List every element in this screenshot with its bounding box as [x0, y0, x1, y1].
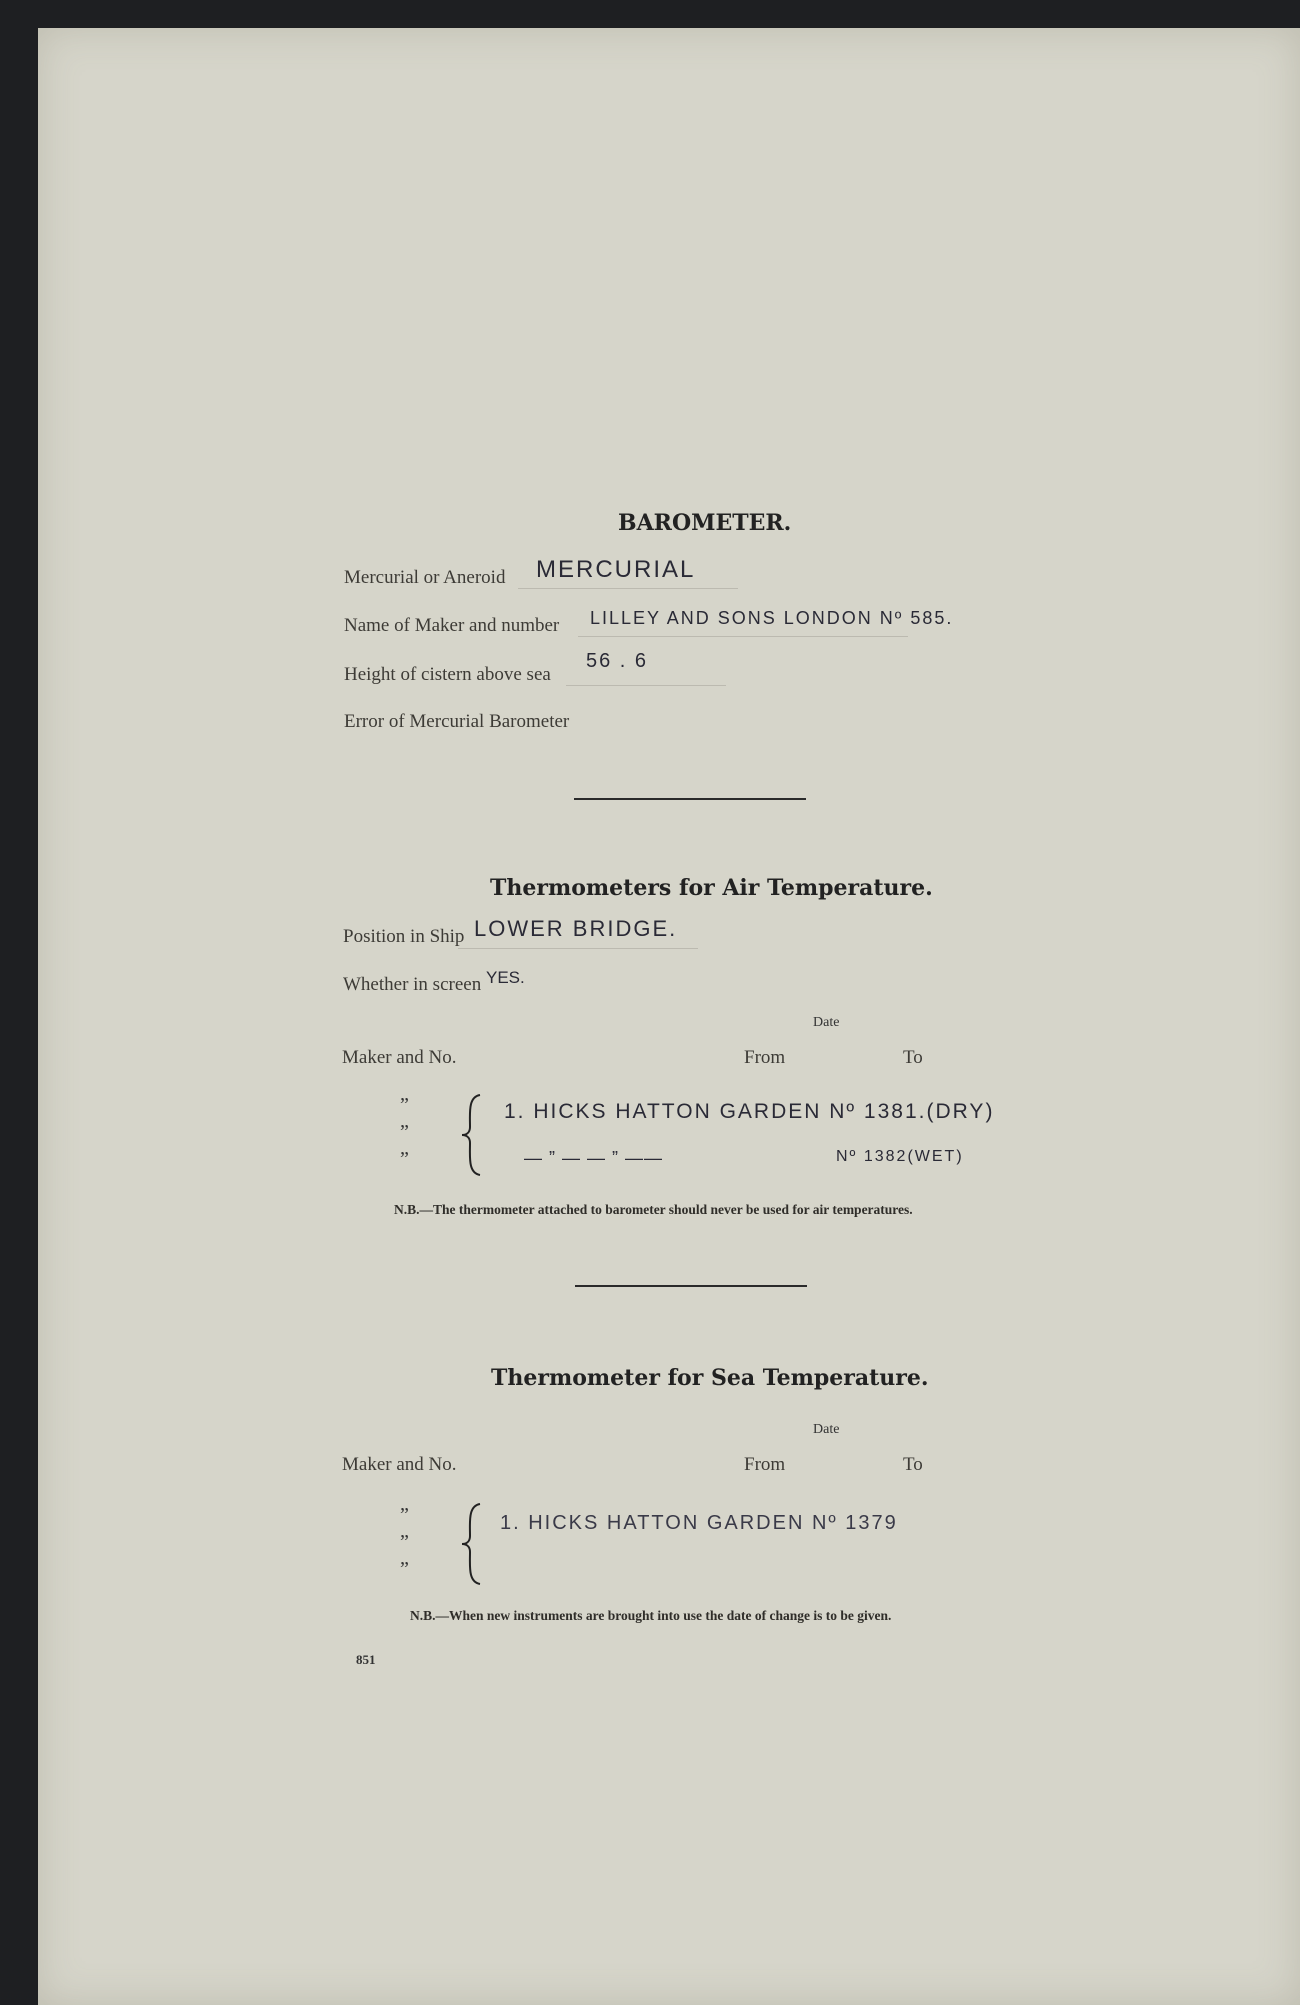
barometer-height-value: 56 . 6 — [586, 650, 649, 672]
form-page — [38, 28, 1300, 2005]
barometer-maker-label: Name of Maker and number — [344, 615, 560, 636]
form-number: 851 — [356, 1652, 376, 1667]
sea-heading: Thermometer for Sea Temperature. — [491, 1365, 929, 1391]
air-to-label: To — [903, 1047, 923, 1068]
air-ditto-2: ” — [400, 1121, 409, 1143]
section-divider — [574, 798, 806, 800]
air-position-line — [458, 948, 698, 949]
sea-brace-icon — [458, 1502, 486, 1586]
air-position-value: LOWER BRIDGE. — [474, 916, 678, 941]
barometer-height-label: Height of cistern above sea — [344, 664, 551, 685]
sea-ditto-3: ” — [400, 1558, 409, 1580]
sea-date-label: Date — [813, 1422, 840, 1437]
barometer-type-line — [518, 588, 738, 589]
sea-ditto-2: ” — [400, 1531, 409, 1553]
barometer-maker-line — [578, 636, 908, 637]
sea-from-label: From — [744, 1454, 786, 1475]
section-divider-2 — [575, 1285, 807, 1287]
barometer-error-label: Error of Mercurial Barometer — [344, 711, 570, 732]
barometer-type-label: Mercurial or Aneroid — [344, 567, 506, 588]
barometer-maker-value: LILLEY AND SONS LONDON Nº 585. — [590, 608, 954, 628]
barometer-height-line — [566, 685, 726, 686]
air-entry-2-dashes: — ” — — ” —— — [524, 1148, 663, 1168]
air-screen-value: YES. — [486, 968, 525, 987]
barometer-type-value: MERCURIAL — [536, 556, 696, 583]
air-heading: Thermometers for Air Temperature. — [490, 875, 933, 901]
air-entry-1: 1. HICKS HATTON GARDEN Nº 1381.(DRY) — [504, 1100, 995, 1123]
air-from-label: From — [744, 1047, 786, 1068]
air-position-label: Position in Ship — [343, 926, 465, 947]
air-ditto-1: ” — [400, 1094, 409, 1116]
air-screen-label: Whether in screen — [343, 974, 482, 995]
barometer-heading: BAROMETER. — [618, 510, 792, 536]
sea-to-label: To — [903, 1454, 923, 1475]
air-date-label: Date — [813, 1015, 840, 1030]
air-maker-label: Maker and No. — [342, 1047, 457, 1068]
sea-note: N.B.—When new instruments are brought into use the date of change is to be given. — [410, 1608, 892, 1623]
sea-maker-label: Maker and No. — [342, 1454, 457, 1475]
sea-entry-1: 1. HICKS HATTON GARDEN Nº 1379 — [500, 1512, 898, 1534]
air-brace-icon — [458, 1093, 486, 1177]
sea-ditto-1: ” — [400, 1504, 409, 1526]
air-ditto-3: ” — [400, 1148, 409, 1170]
air-entry-2: Nº 1382(WET) — [836, 1148, 964, 1165]
air-note: N.B.—The thermometer attached to barometer should never be used for air temperatures. — [394, 1202, 913, 1217]
